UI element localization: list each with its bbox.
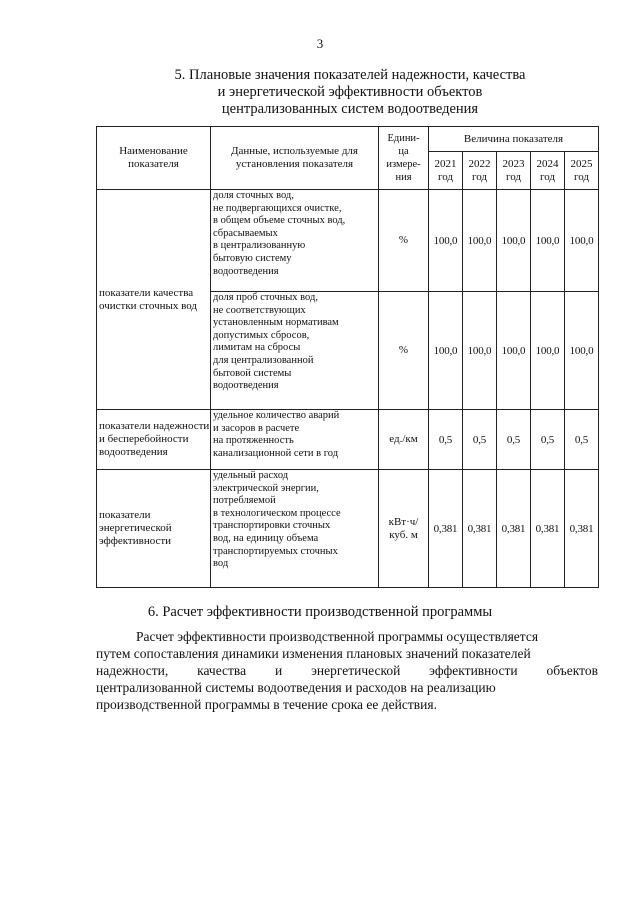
section-5-title-line: централизованных систем водоотведения	[221, 101, 479, 117]
value-2021: 0,381	[429, 470, 463, 588]
data-line: транспортировки сточных	[213, 520, 331, 532]
paragraph-line: путем сопоставления динамики изменения плановых значений показателей	[96, 646, 531, 661]
page-number: 3	[316, 36, 324, 51]
data-line: вод	[213, 558, 229, 570]
value-2023: 0,5	[497, 410, 531, 470]
paragraph-line: централизованной системы водоотведения и расходов на реализацию	[96, 680, 496, 695]
indicator-name: показатели качества очистки сточных вод	[97, 190, 211, 410]
value-2021: 100,0	[429, 292, 463, 410]
paragraph-word: энергетической	[311, 663, 401, 678]
value-2021: 0,5	[429, 410, 463, 470]
data-line: удельное количество аварий	[213, 410, 340, 421]
table-row	[97, 190, 599, 292]
value-2025: 100,0	[565, 292, 599, 410]
section-5-title-line: и энергетической эффективности объектов	[217, 84, 483, 100]
value-2024: 100,0	[531, 190, 565, 292]
table-row	[97, 470, 599, 588]
paragraph-word: объектов	[546, 663, 598, 678]
paragraph-line: производственной программы в течение срока ее действия.	[96, 697, 437, 712]
header-year-2021: 2021 год	[429, 152, 463, 190]
indicator-data	[211, 470, 379, 588]
header-unit-line: ца	[398, 146, 409, 157]
indicator-name: показатели энергетической эффективности	[97, 470, 211, 588]
data-line: для централизованной	[213, 354, 314, 366]
data-line: водоотведения	[213, 265, 279, 277]
indicator-unit: кВт·ч/ куб. м	[379, 470, 429, 588]
header-value: Величина показателя	[429, 127, 599, 152]
value-2025: 0,5	[565, 410, 599, 470]
paragraph-word: эффективности	[429, 663, 518, 678]
header-unit-line: Едини-	[387, 133, 420, 144]
data-line: бытовой системы	[213, 367, 292, 379]
value-2024: 0,5	[531, 410, 565, 470]
header-year-2025: 2025 год	[565, 152, 599, 190]
paragraph-line	[96, 662, 598, 679]
paragraph-word: надежности,	[96, 663, 169, 678]
value-2022: 0,381	[463, 470, 497, 588]
data-line: лимитам на сбросы	[213, 342, 301, 354]
header-unit	[379, 127, 429, 190]
value-2023: 100,0	[497, 292, 531, 410]
paragraph-word: качества	[197, 663, 247, 678]
header-year-2023: 2023 год	[497, 152, 531, 190]
indicator-name: показатели надежности и бесперебойности водоотведения	[97, 410, 211, 470]
data-line: бытовую систему	[213, 252, 292, 264]
data-line: доля проб сточных вод,	[213, 292, 318, 303]
header-indicator-name: Наименование показателя	[97, 127, 211, 190]
data-line: электрической энергии,	[213, 482, 319, 494]
indicator-unit: %	[379, 292, 429, 410]
indicator-data	[211, 190, 379, 292]
section-6-paragraph	[96, 628, 598, 713]
data-line: водоотведения	[213, 380, 279, 392]
data-line: потребляемой	[213, 495, 276, 507]
header-year-2024: 2024 год	[531, 152, 565, 190]
value-2022: 0,5	[463, 410, 497, 470]
table-row	[97, 410, 599, 470]
indicator-unit: %	[379, 190, 429, 292]
value-2023: 0,381	[497, 470, 531, 588]
paragraph-word: и	[274, 663, 283, 678]
value-2024: 100,0	[531, 292, 565, 410]
indicator-unit: ед./км	[379, 410, 429, 470]
data-line: не подвергающихся очистке,	[213, 202, 342, 214]
data-line: сбрасываемых	[213, 227, 278, 239]
data-line: не соответствующих	[213, 304, 306, 316]
section-6-title: 6. Расчет эффективности производственной программы	[147, 604, 493, 620]
data-line: допустимых сбросов,	[213, 329, 310, 341]
header-data-used: Данные, используемые для установления показателя	[211, 127, 379, 190]
indicator-data	[211, 410, 379, 470]
data-line: доля сточных вод,	[213, 190, 294, 201]
value-2025: 100,0	[565, 190, 599, 292]
paragraph-line: Расчет эффективности производственной программы осуществляется	[136, 629, 539, 644]
section-5-title	[150, 67, 550, 118]
value-2022: 100,0	[463, 190, 497, 292]
indicators-table	[96, 126, 599, 588]
value-2024: 0,381	[531, 470, 565, 588]
data-line: транспортируемых сточных	[213, 545, 338, 557]
data-line: вод, на единицу объема	[213, 532, 319, 544]
value-2021: 100,0	[429, 190, 463, 292]
data-line: в технологическом процессе	[213, 507, 341, 519]
data-line: канализационной сети в год	[213, 447, 339, 459]
data-line: установленным нормативам	[213, 317, 339, 329]
header-unit-line: измере-	[386, 159, 421, 170]
data-line: на протяженность	[213, 435, 294, 447]
section-5-title-line: 5. Плановые значения показателей надежности, качества	[174, 67, 526, 83]
data-line: в централизованную	[213, 240, 306, 252]
data-line: в общем объеме сточных вод,	[213, 215, 346, 227]
value-2025: 0,381	[565, 470, 599, 588]
header-year-2022: 2022 год	[463, 152, 497, 190]
data-line: удельный расход	[213, 470, 289, 481]
data-line: и засоров в расчете	[213, 422, 300, 434]
indicator-data	[211, 292, 379, 410]
value-2023: 100,0	[497, 190, 531, 292]
value-2022: 100,0	[463, 292, 497, 410]
header-unit-line: ния	[395, 172, 412, 183]
